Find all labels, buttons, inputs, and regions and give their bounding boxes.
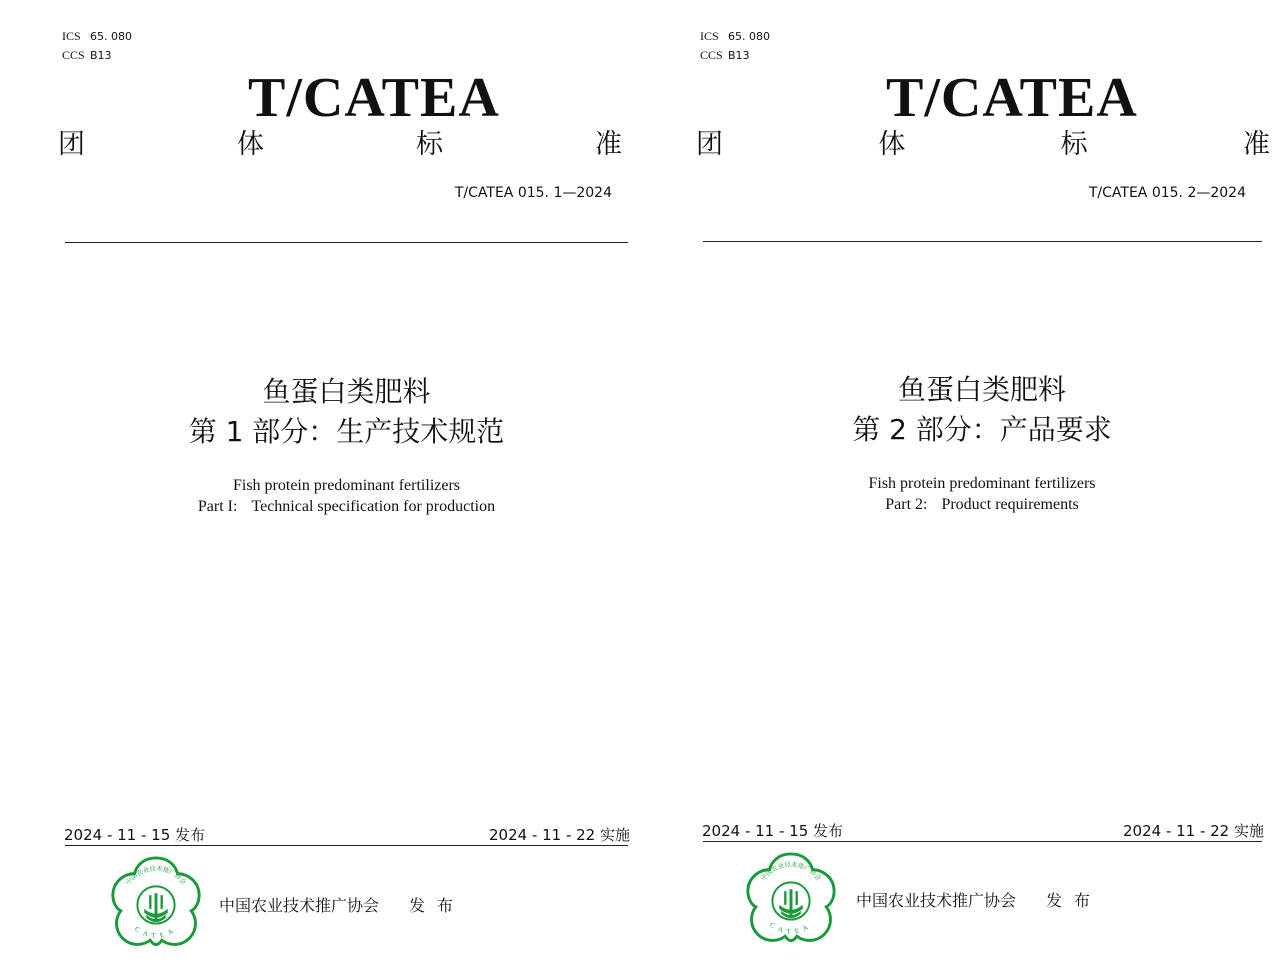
standard-kind [58,129,622,161]
title-en-sub: Technical specification for production [251,498,496,515]
implementation-date: 2024 - 11 - 22 实施 [488,826,630,844]
svg-text:中国农业技术推广协会 [759,859,824,882]
title-cn-line1: 鱼蛋白类肥料 [262,375,431,408]
ccs-value: B13 [728,49,750,62]
seal-bottom-text: CATEA [133,925,179,940]
kind-char: 团 [696,129,723,160]
publish-label: 发布 [1046,891,1103,910]
classification-codes [62,27,132,65]
kind-char: 团 [58,129,85,160]
ics-value: 65. 080 [90,30,132,43]
issuing-organization [856,888,1102,911]
organization-name: 中国农业技术推广协会 [856,891,1017,910]
title-cn-line1: 鱼蛋白类肥料 [897,373,1066,406]
ccs-value: B13 [90,49,112,62]
publish-label: 发布 [409,896,466,915]
title-en-line2 [0,496,693,517]
kind-char: 标 [416,129,443,160]
svg-text:CATEA [768,922,813,936]
brand-logo-text: T/CATEA [248,67,500,129]
kind-char: 准 [595,129,622,160]
standard-kind [696,129,1270,161]
catea-seal-icon [107,854,205,952]
svg-text:中国农业技术推广协会 [124,863,189,886]
title-cn-line2: 第 2 部分：产品要求 [852,413,1112,446]
implementation-date: 2024 - 11 - 22 实施 [1122,822,1264,840]
issue-date: 2024 - 11 - 15 发布 [702,822,844,840]
issue-date: 2024 - 11 - 15 发布 [64,826,206,844]
ccs-label: CCS [700,48,723,62]
kind-char: 准 [1242,129,1270,160]
ics-label: ICS [700,29,719,43]
title-en-part: Part 2: [885,496,928,513]
catea-seal-icon [742,850,840,948]
ccs-label: CCS [62,48,85,62]
standard-number: T/CATEA 015. 2—2024 [1088,185,1246,201]
seal-top-text: 中国农业技术推广协会 [759,860,823,883]
footer-rule [65,845,628,846]
seal-bottom-text: CATEA [768,921,814,936]
brand-logo-text: T/CATEA [886,67,1138,129]
seal-top-text: 中国农业技术推广协会 [124,864,188,887]
dates-row [64,824,630,845]
title-en-line2 [640,494,1280,515]
ics-label: ICS [62,29,81,43]
kind-char: 标 [1060,129,1088,160]
ics-value: 65. 080 [728,30,770,43]
footer-rule [703,841,1262,842]
title-en-line1: Fish protein predominant fertilizers [232,477,461,494]
title-en-part: Part I: [197,498,238,515]
organization-name: 中国农业技术推广协会 [219,896,380,915]
standard-number: T/CATEA 015. 1—2024 [454,185,612,201]
title-en-line1: Fish protein predominant fertilizers [868,475,1096,492]
dates-row [702,820,1264,841]
title-cn-line2: 第 1 部分：生产技术规范 [188,415,505,448]
header-rule [703,241,1262,242]
title-en-sub: Product requirements [941,496,1079,513]
issuing-organization [219,893,465,916]
header-rule [65,242,628,243]
classification-codes [700,27,770,65]
svg-text:CATEA [133,926,178,940]
standard-cover-part2 [640,0,1280,959]
kind-char: 体 [878,129,906,160]
kind-char: 体 [237,129,264,160]
